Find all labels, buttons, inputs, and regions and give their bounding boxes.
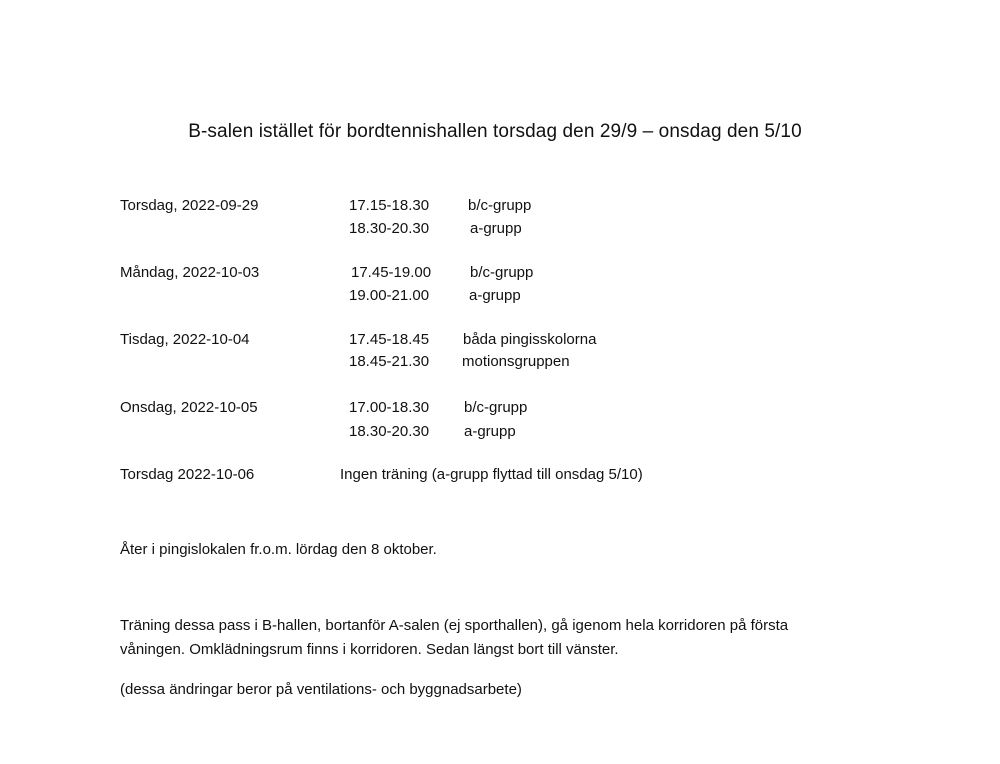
schedule-group: motionsgruppen: [462, 353, 570, 370]
reason-note: (dessa ändringar beror på ventilations- och byggnadsarbete): [120, 681, 522, 698]
schedule-time: 18.45-21.30: [349, 353, 430, 370]
schedule-day: Torsdag 2022-10-06: [120, 466, 255, 483]
schedule-day: Tisdag, 2022-10-04: [120, 331, 250, 348]
schedule-time: 18.30-20.30: [349, 423, 430, 440]
schedule-time: 17.15-18.30: [349, 197, 430, 214]
schedule-group: b/c-grupp: [470, 264, 534, 281]
schedule-group: a-grupp: [469, 287, 521, 304]
directions-line-1: Träning dessa pass i B-hallen, bortanför A-salen (ej sporthallen), gå igenom hela korridoren på första: [120, 617, 789, 634]
schedule-time: 19.00-21.00: [349, 287, 430, 304]
schedule-time: 17.45-19.00: [351, 264, 432, 281]
directions-line-2: våningen. Omklädningsrum finns i korridoren. Sedan längst bort till vänster.: [120, 641, 619, 658]
schedule-group: b/c-grupp: [468, 197, 532, 214]
schedule-time: 17.00-18.30: [349, 399, 430, 416]
return-note: Åter i pingislokalen fr.o.m. lördag den 8 oktober.: [120, 541, 437, 558]
schedule-day: Torsdag, 2022-09-29: [120, 197, 259, 214]
no-training-note: Ingen träning (a-grupp flyttad till onsdag 5/10): [340, 466, 643, 483]
schedule-time: 17.45-18.45: [349, 331, 430, 348]
page-title: B-salen istället för bordtennishallen torsdag den 29/9 – onsdag den 5/10: [188, 121, 802, 142]
schedule-day: Onsdag, 2022-10-05: [120, 399, 258, 416]
schedule-group: båda pingisskolorna: [463, 331, 597, 348]
schedule-group: a-grupp: [464, 423, 516, 440]
schedule-time: 18.30-20.30: [349, 220, 430, 237]
schedule-group: b/c-grupp: [464, 399, 528, 416]
schedule-group: a-grupp: [470, 220, 522, 237]
schedule-day: Måndag, 2022-10-03: [120, 264, 260, 281]
